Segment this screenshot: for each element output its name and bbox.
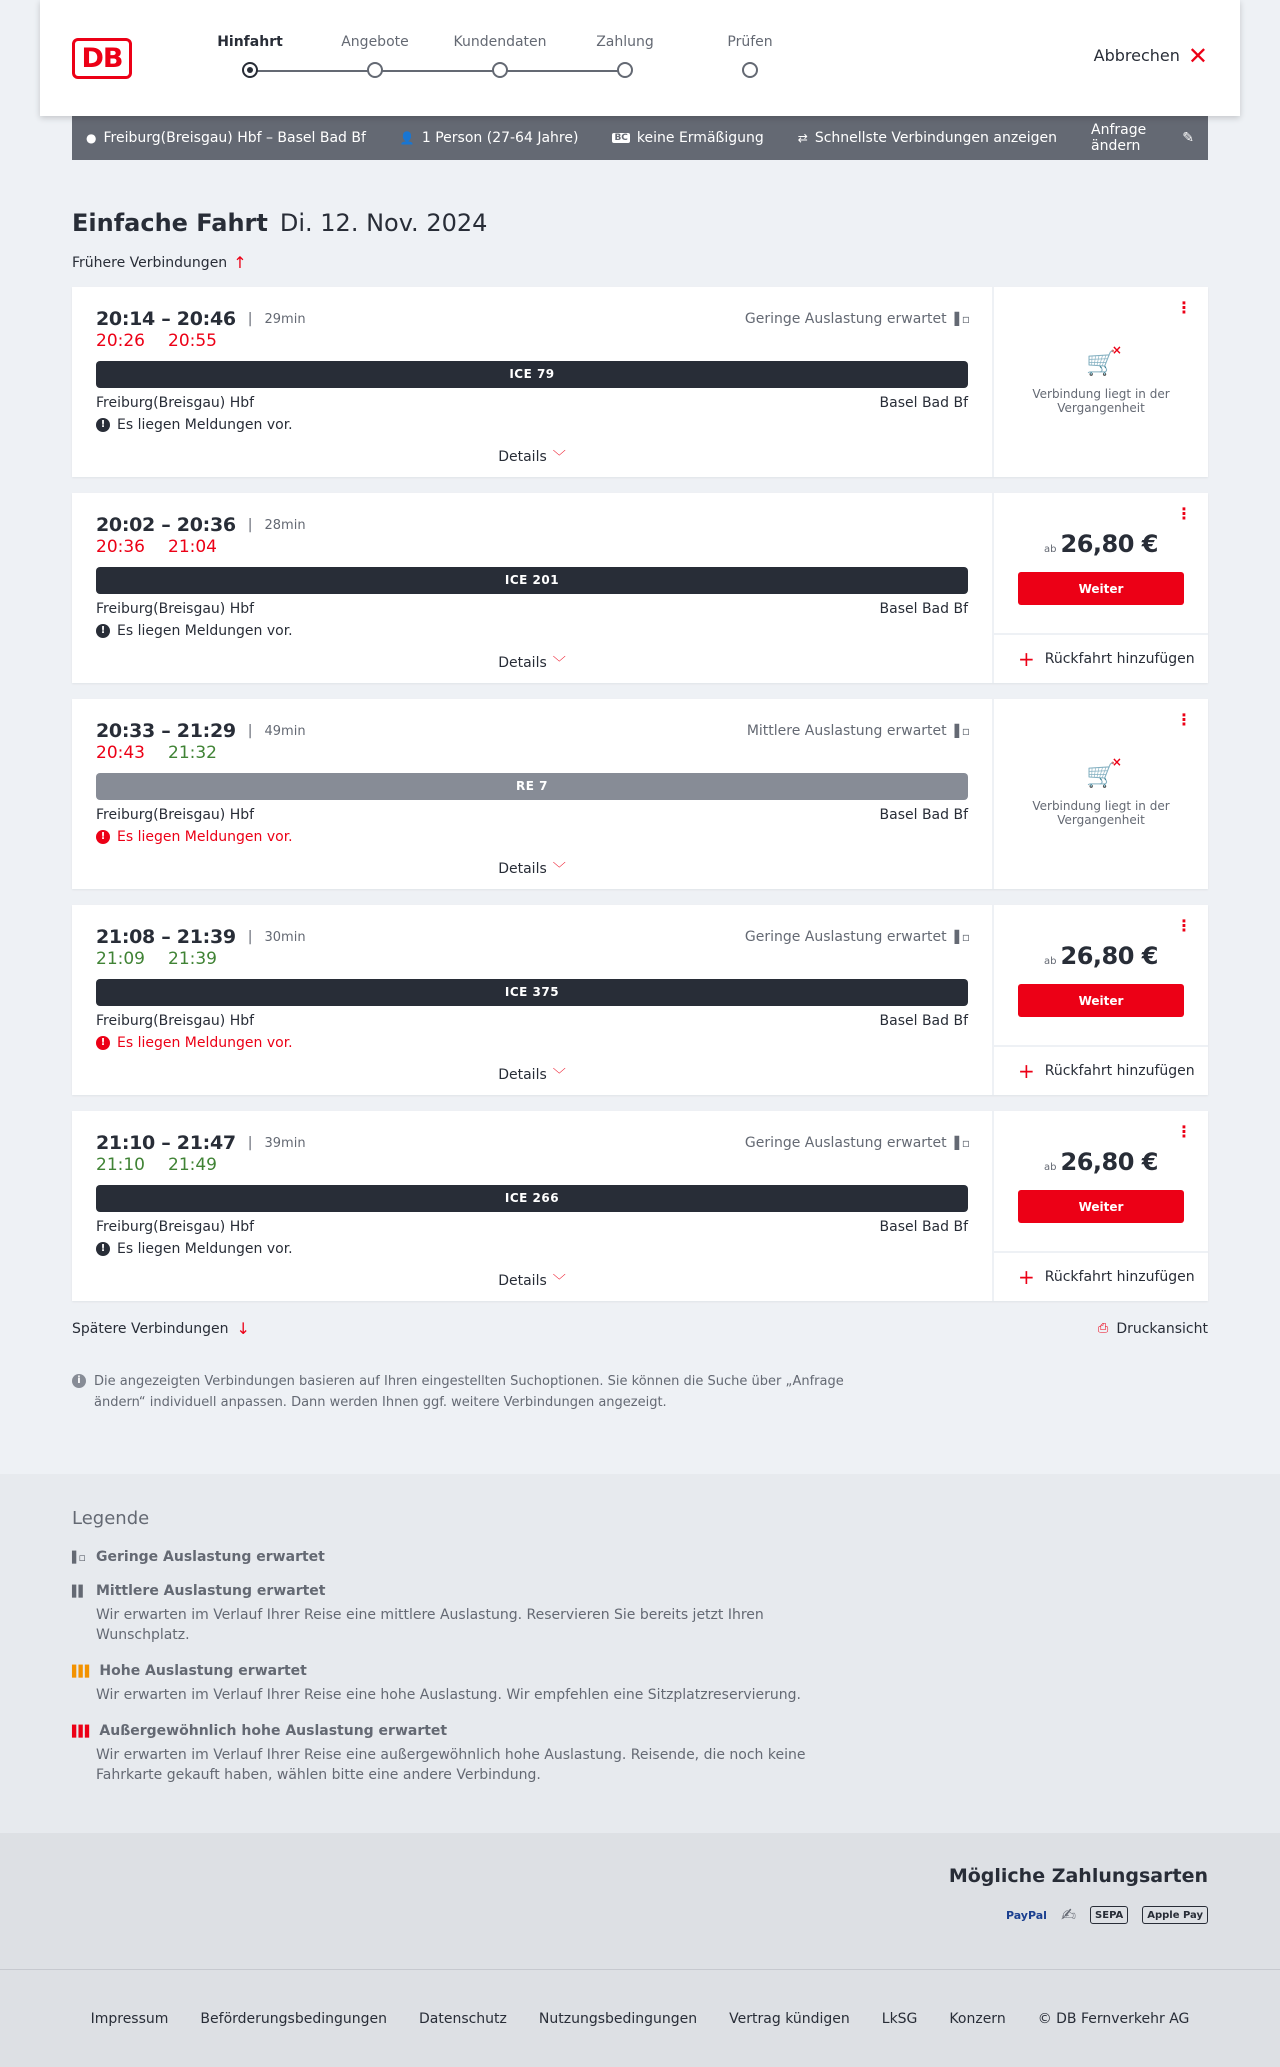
continue-button[interactable]: Weiter: [1018, 1190, 1184, 1223]
disruption-message: [96, 417, 968, 433]
print-view-link[interactable]: [1098, 1319, 1208, 1338]
realtime-row: [96, 331, 968, 353]
details-label: Details: [498, 1273, 547, 1289]
bahncard-icon: BC: [614, 133, 628, 143]
payment-title: Mögliche Zahlungsarten: [948, 1865, 1208, 1887]
occupancy-medium-icon: ▌▌: [72, 1584, 85, 1598]
direct-debit-icon: ✍: [1060, 1904, 1077, 1926]
footer-link-konzern[interactable]: Konzern: [949, 2010, 1006, 2027]
separator: |: [247, 517, 253, 533]
occupancy-indicator: [745, 1135, 968, 1151]
realtime-row: [96, 743, 968, 765]
legend-item-title: Geringe Auslastung erwartet: [96, 1549, 325, 1565]
connection-list: [72, 287, 1208, 1301]
occupancy-high-icon: ▌▌▌: [72, 1664, 92, 1678]
more-options-icon[interactable]: ⋮: [1176, 710, 1192, 729]
footer-link-vertrag-kuendigen[interactable]: Vertrag kündigen: [729, 2010, 850, 2027]
discount-summary: [612, 130, 763, 146]
person-icon: 👤: [399, 131, 415, 145]
realtime-departure: 20:36: [96, 537, 145, 557]
connection-card: [72, 699, 1208, 889]
later-connections-label: Spätere Verbindungen: [72, 1320, 229, 1337]
train-segment-bar[interactable]: ICE 79: [96, 361, 968, 388]
past-connection-text: Verbindung liegt in der Vergangenheit: [1032, 387, 1170, 415]
separator: |: [247, 723, 253, 739]
realtime-arrival: 21:49: [168, 1155, 217, 1175]
alert-icon: !: [96, 1036, 110, 1050]
paypal-icon: PayPal: [1005, 1908, 1047, 1922]
stepper-line: [250, 70, 625, 72]
info-note: [72, 1371, 852, 1413]
plus-icon: +: [1018, 1265, 1035, 1289]
step-label: Hinfahrt: [217, 34, 283, 50]
schedule-row: [96, 1131, 968, 1155]
separator: |: [247, 1135, 253, 1151]
realtime-arrival: 21:32: [168, 743, 217, 763]
close-icon: ✕: [1187, 41, 1208, 70]
db-logo[interactable]: DB: [72, 38, 132, 79]
connection-details: [72, 287, 994, 477]
details-toggle[interactable]: [72, 1064, 992, 1083]
step-angebote: [325, 34, 425, 78]
details-toggle[interactable]: [72, 1270, 992, 1289]
schedule-row: [96, 513, 968, 537]
train-segment-bar[interactable]: ICE 375: [96, 979, 968, 1006]
route-text: Freiburg(Breisgau) Hbf – Basel Bad Bf: [103, 130, 366, 146]
offer-panel: [994, 1111, 1208, 1301]
legend-item-desc: Wir erwarten im Verlauf Ihrer Reise eine außergewöhnlich hohe Auslastung. Reisende, die noch keine Fahrkarte gekauft haben, wählen bitte eine andere Verbindung.: [96, 1747, 806, 1783]
step-dot-icon: [492, 62, 508, 78]
origin-station: Freiburg(Breisgau) Hbf: [96, 395, 255, 411]
train-segment-bar[interactable]: RE 7: [96, 773, 968, 800]
footer-copyright: © DB Fernverkehr AG: [1037, 2010, 1190, 2027]
apple-pay-icon: Apple Pay: [1142, 1906, 1208, 1924]
duration: 39min: [264, 1135, 306, 1151]
disruption-message-text: Es liegen Meldungen vor.: [117, 1241, 293, 1257]
connection-details: [72, 905, 994, 1095]
add-return-trip-label: Rückfahrt hinzufügen: [1044, 1063, 1195, 1079]
details-label: Details: [498, 1067, 547, 1083]
stations-row: [96, 395, 968, 411]
details-toggle[interactable]: [72, 858, 992, 877]
legend-title: Legende: [72, 1508, 150, 1529]
add-return-trip-button[interactable]: [994, 1047, 1208, 1095]
occupancy-icon: ▌▫: [954, 1136, 968, 1150]
realtime-departure: 21:09: [96, 949, 145, 969]
page-title: [72, 209, 1208, 237]
occupancy-text: Geringe Auslastung erwartet: [744, 311, 947, 327]
step-dot-icon: [367, 62, 383, 78]
legend-item-desc: Wir erwarten im Verlauf Ihrer Reise eine hohe Auslastung. Wir empfehlen eine Sitzplatzreservierung.: [96, 1687, 801, 1703]
realtime-arrival: 21:04: [168, 537, 217, 557]
realtime-row: [96, 949, 968, 971]
connection-card: [72, 493, 1208, 683]
discount-text: keine Ermäßigung: [636, 130, 764, 146]
details-label: Details: [498, 655, 547, 671]
scheduled-times: 20:02 – 20:36: [96, 514, 236, 536]
cart-unavailable-icon: 🛒 ×: [1086, 349, 1116, 377]
legend-section: [0, 1474, 1280, 1833]
list-footer: [72, 1319, 1208, 1338]
offer-panel: [994, 287, 1208, 477]
scheduled-times: 20:14 – 20:46: [96, 308, 236, 330]
price-value: 26,80 €: [1060, 530, 1158, 558]
price: [1044, 530, 1158, 558]
step-zahlung: [575, 34, 675, 78]
cancel-label: Abbrechen: [1093, 46, 1180, 65]
details-label: Details: [498, 449, 547, 465]
footer-link-befoerderungsbedingungen[interactable]: Beförderungsbedingungen: [200, 2010, 387, 2027]
step-label: Kundendaten: [453, 34, 547, 50]
train-segment-bar[interactable]: ICE 266: [96, 1185, 968, 1212]
origin-station: Freiburg(Breisgau) Hbf: [96, 601, 255, 617]
footer-link-datenschutz[interactable]: Datenschutz: [418, 2010, 507, 2027]
more-options-icon[interactable]: ⋮: [1176, 916, 1192, 935]
details-label: Details: [498, 861, 547, 877]
more-options-icon[interactable]: ⋮: [1176, 298, 1192, 317]
legend-item-low: [72, 1549, 1208, 1565]
realtime-row: [96, 1155, 968, 1177]
add-return-trip-button[interactable]: [994, 1253, 1208, 1301]
offer-panel: [994, 905, 1208, 1095]
train-segment-bar[interactable]: ICE 201: [96, 567, 968, 594]
disruption-message-text: Es liegen Meldungen vor.: [117, 829, 293, 845]
earlier-connections-label: Frühere Verbindungen: [72, 254, 228, 271]
past-connection-text: Verbindung liegt in der Vergangenheit: [1032, 799, 1170, 827]
print-view-label: Druckansicht: [1116, 1320, 1208, 1337]
info-note-text: Die angezeigten Verbindungen basieren auf Ihren eingestellten Suchoptionen. Sie können die Suche über „Anfrage ändern“ individuell anpassen. Dann werden Ihnen ggf. weitere Verbindungen angezeigt.: [94, 1374, 844, 1410]
step-dot-active-icon: [242, 62, 258, 78]
connection-card: [72, 1111, 1208, 1301]
price-value: 26,80 €: [1060, 942, 1158, 970]
duration: 49min: [264, 723, 306, 739]
step-label: Zahlung: [596, 34, 654, 50]
origin-station: Freiburg(Breisgau) Hbf: [96, 807, 255, 823]
realtime-departure: 20:26: [96, 331, 145, 351]
legend-item-title: Hohe Auslastung erwartet: [99, 1663, 307, 1679]
destination-station: Basel Bad Bf: [879, 601, 968, 617]
footer-link-impressum[interactable]: Impressum: [90, 2010, 169, 2027]
step-pruefen: [700, 34, 800, 78]
printer-icon: ⎙: [1097, 1321, 1109, 1336]
sepa-icon: SEPA: [1090, 1906, 1128, 1924]
occupancy-icon: ▌▫: [954, 312, 968, 326]
results-main: [72, 209, 1208, 1413]
later-connections-link[interactable]: [72, 1319, 250, 1338]
chevron-down-icon: ﹀: [552, 1068, 566, 1083]
add-return-trip-label: Rückfahrt hinzufügen: [1044, 651, 1195, 667]
alert-icon: !: [96, 418, 110, 432]
step-label: Prüfen: [727, 34, 773, 50]
realtime-row: [96, 537, 968, 559]
price-value: 26,80 €: [1060, 1148, 1158, 1176]
cart-unavailable-icon: 🛒 ×: [1086, 761, 1116, 789]
step-dot-icon: [617, 62, 633, 78]
occupancy-indicator: [745, 311, 968, 327]
more-options-icon[interactable]: ⋮: [1176, 504, 1192, 523]
disruption-message-text: Es liegen Meldungen vor.: [117, 623, 293, 639]
disruption-message-text: Es liegen Meldungen vor.: [117, 1035, 293, 1051]
legend-item-high: [72, 1663, 1208, 1705]
connection-details: [72, 493, 994, 683]
payment-methods-section: [0, 1833, 1280, 1970]
swap-arrows-icon: ⇄: [797, 131, 808, 145]
details-toggle[interactable]: [72, 446, 992, 465]
realtime-arrival: 20:55: [168, 331, 217, 351]
price-prefix: ab: [1044, 1162, 1057, 1173]
scheduled-times: 21:08 – 21:39: [96, 926, 236, 948]
option-summary: [798, 130, 1057, 146]
occupancy-indicator: [747, 723, 968, 739]
change-request-label: Anfrage ändern: [1091, 122, 1147, 154]
travellers-text: 1 Person (27-64 Jahre): [421, 130, 579, 146]
continue-button[interactable]: Weiter: [1018, 572, 1184, 605]
travellers-summary: [400, 130, 579, 146]
earlier-connections-link[interactable]: [72, 253, 1208, 272]
stations-row: [96, 1219, 968, 1235]
disruption-message: [96, 1241, 968, 1257]
connection-card: [72, 287, 1208, 477]
destination-station: Basel Bad Bf: [879, 395, 968, 411]
disruption-message: [96, 829, 968, 845]
connection-card: [72, 905, 1208, 1095]
origin-station: Freiburg(Breisgau) Hbf: [96, 1013, 255, 1029]
add-return-trip-label: Rückfahrt hinzufügen: [1044, 1269, 1195, 1285]
stations-row: [96, 807, 968, 823]
legend-item-title: Außergewöhnlich hohe Auslastung erwartet: [99, 1723, 448, 1739]
legend-item-title: Mittlere Auslastung erwartet: [96, 1583, 326, 1599]
legend-item-desc: Wir erwarten im Verlauf Ihrer Reise eine mittlere Auslastung. Reservieren Sie bereits jetzt Ihren Wunschplatz.: [96, 1607, 764, 1643]
destination-station: Basel Bad Bf: [879, 1013, 968, 1029]
route-summary: [86, 130, 366, 146]
alert-icon: !: [96, 1242, 110, 1256]
destination-station: Basel Bad Bf: [879, 1219, 968, 1235]
stations-row: [96, 1013, 968, 1029]
realtime-departure: 21:10: [96, 1155, 145, 1175]
step-label: Angebote: [341, 34, 409, 50]
footer-link-nutzungsbedingungen[interactable]: Nutzungsbedingungen: [538, 2010, 698, 2027]
plus-icon: +: [1018, 1059, 1035, 1083]
schedule-row: [96, 925, 968, 949]
footer-link-lksg[interactable]: LkSG: [881, 2010, 918, 2027]
separator: |: [247, 311, 253, 327]
step-dot-icon: [742, 62, 758, 78]
destination-station: Basel Bad Bf: [879, 807, 968, 823]
offer-panel: [994, 493, 1208, 683]
price: [1044, 1148, 1158, 1176]
info-icon: i: [72, 1374, 86, 1388]
arrow-up-icon: ↑: [233, 253, 247, 272]
price-prefix: ab: [1044, 544, 1057, 555]
disruption-message-text: Es liegen Meldungen vor.: [117, 417, 293, 433]
duration: 28min: [264, 517, 306, 533]
more-options-icon[interactable]: ⋮: [1176, 1122, 1192, 1141]
pencil-icon: ✎: [1182, 130, 1194, 146]
scheduled-times: 21:10 – 21:47: [96, 1132, 236, 1154]
price-prefix: ab: [1044, 956, 1057, 967]
disruption-message: [96, 623, 968, 639]
occupancy-exceptional-icon: ▌▌▌: [72, 1724, 92, 1738]
details-toggle[interactable]: [72, 652, 992, 671]
trip-type-title: Einfache Fahrt: [72, 209, 268, 237]
duration: 30min: [264, 929, 306, 945]
stations-row: [96, 601, 968, 617]
occupancy-text: Geringe Auslastung erwartet: [744, 929, 947, 945]
footer: [0, 1970, 1280, 2067]
search-summary-bar: [72, 116, 1208, 160]
occupancy-indicator: [745, 929, 968, 945]
separator: |: [247, 929, 253, 945]
legend-item-exceptional: [72, 1723, 1208, 1785]
realtime-arrival: 21:39: [168, 949, 217, 969]
trip-date: Di. 12. Nov. 2024: [279, 209, 488, 237]
realtime-departure: 20:43: [96, 743, 145, 763]
chevron-down-icon: ﹀: [552, 862, 566, 877]
progress-stepper: [208, 34, 773, 84]
location-pin-icon: ●: [86, 131, 97, 145]
occupancy-text: Mittlere Auslastung erwartet: [746, 723, 947, 739]
option-text: Schnellste Verbindungen anzeigen: [814, 130, 1058, 146]
schedule-row: [96, 307, 968, 331]
origin-station: Freiburg(Breisgau) Hbf: [96, 1219, 255, 1235]
alert-icon: !: [96, 624, 110, 638]
legend-item-medium: [72, 1583, 1208, 1645]
payment-icons: [72, 1905, 1208, 1925]
arrow-down-icon: ↓: [236, 1319, 250, 1338]
add-return-trip-button[interactable]: [994, 635, 1208, 683]
disruption-message: [96, 1035, 968, 1051]
chevron-down-icon: ﹀: [552, 1274, 566, 1289]
occupancy-icon: ▌▫: [954, 930, 968, 944]
chevron-down-icon: ﹀: [552, 656, 566, 671]
cancel-button[interactable]: [1093, 41, 1208, 70]
occupancy-text: Geringe Auslastung erwartet: [744, 1135, 947, 1151]
header: [40, 0, 1240, 116]
scheduled-times: 20:33 – 21:29: [96, 720, 236, 742]
chevron-down-icon: ﹀: [552, 450, 566, 465]
step-hinfahrt[interactable]: [200, 34, 300, 78]
step-kundendaten: [450, 34, 550, 78]
offer-panel: [994, 699, 1208, 889]
alert-icon: !: [96, 830, 110, 844]
continue-button[interactable]: Weiter: [1018, 984, 1184, 1017]
connection-details: [72, 699, 994, 889]
schedule-row: [96, 719, 968, 743]
occupancy-low-icon: ▌▫: [72, 1550, 84, 1564]
connection-details: [72, 1111, 994, 1301]
plus-icon: +: [1018, 647, 1035, 671]
change-request-button[interactable]: [1091, 122, 1194, 154]
occupancy-icon: ▌▫: [954, 724, 968, 738]
price: [1044, 942, 1158, 970]
duration: 29min: [264, 311, 306, 327]
